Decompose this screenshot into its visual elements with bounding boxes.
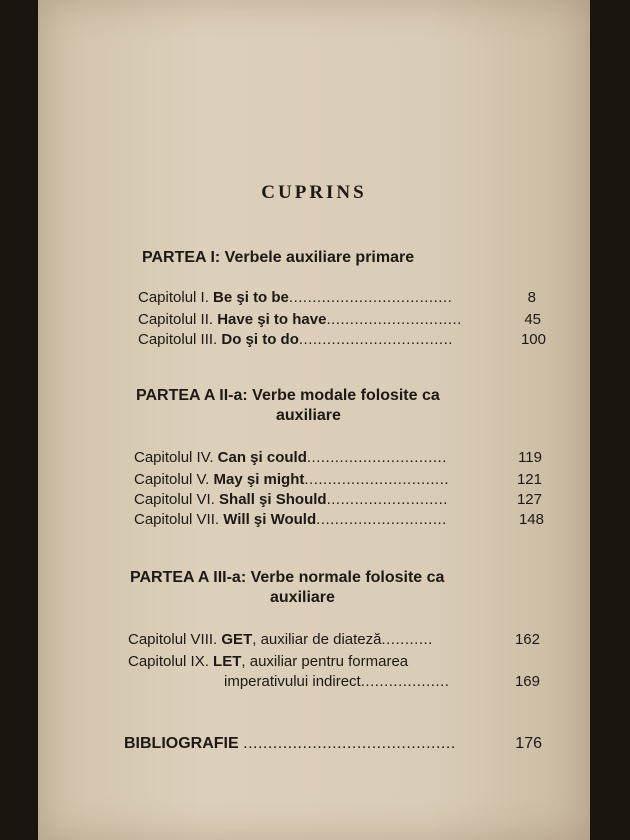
chapter-prefix: Capitolul III. bbox=[138, 331, 222, 348]
page-number: 169 bbox=[514, 673, 540, 690]
part-3-heading-line2: auxiliare bbox=[270, 589, 335, 606]
toc-entry bbox=[128, 652, 408, 672]
chapter-title: LET bbox=[213, 653, 242, 670]
leader-dots: .............................. bbox=[306, 449, 447, 466]
chapter-prefix: Capitolul VII. bbox=[134, 511, 224, 528]
toc-entry bbox=[134, 490, 448, 510]
leader-dots: ........... bbox=[381, 631, 433, 648]
leader-dots: ............................ bbox=[316, 511, 447, 528]
toc-entry bbox=[134, 510, 447, 530]
page-number: 127 bbox=[516, 491, 542, 508]
chapter-title: Be şi to be bbox=[213, 289, 289, 306]
toc-entry bbox=[138, 310, 462, 330]
page-title: CUPRINS bbox=[261, 182, 367, 203]
chapter-suffix-line2: imperativului indirect bbox=[224, 673, 361, 690]
chapter-prefix: Capitolul VIII. bbox=[128, 631, 222, 648]
chapter-title: Will şi Would bbox=[223, 511, 317, 528]
page-number: 121 bbox=[516, 471, 542, 488]
page-number: 8 bbox=[527, 289, 536, 306]
chapter-prefix: Capitolul IV. bbox=[134, 449, 218, 466]
leader-dots: ............................. bbox=[326, 311, 462, 328]
toc-entry bbox=[138, 330, 453, 350]
chapter-prefix: Capitolul IX. bbox=[128, 653, 214, 670]
chapter-title: Do şi to do bbox=[221, 331, 299, 348]
leader-dots: ............................... bbox=[304, 471, 450, 488]
chapter-title: Shall şi Should bbox=[219, 491, 327, 508]
toc-entry bbox=[134, 448, 447, 468]
chapter-prefix: Capitolul V. bbox=[134, 471, 214, 488]
bibliography-entry bbox=[124, 734, 456, 754]
page-number: 176 bbox=[515, 735, 542, 752]
page-number: 45 bbox=[524, 311, 541, 328]
part-1-heading: PARTEA I: Verbele auxiliare primare bbox=[142, 249, 415, 266]
chapter-title: May şi might bbox=[213, 471, 305, 488]
page-number: 119 bbox=[518, 449, 542, 466]
toc-entry-continuation bbox=[224, 672, 449, 692]
leader-dots: ................................... bbox=[288, 289, 453, 306]
part-3-heading-line1: PARTEA A III-a: Verbe normale folosite ca bbox=[130, 569, 445, 586]
part-2-heading-line1: PARTEA A II-a: Verbe modale folosite ca bbox=[136, 387, 440, 404]
leader-dots: ................... bbox=[360, 673, 450, 690]
leader-dots: ........................................... bbox=[243, 735, 456, 752]
toc-entry bbox=[138, 288, 452, 308]
chapter-prefix: Capitolul I. bbox=[138, 289, 214, 306]
toc-entry bbox=[128, 630, 433, 650]
book-page bbox=[38, 0, 590, 840]
chapter-prefix: Capitolul VI. bbox=[134, 491, 220, 508]
leader-dots: .......................... bbox=[326, 491, 448, 508]
bibliography-label: BIBLIOGRAFIE bbox=[124, 735, 239, 752]
chapter-suffix: , auxiliar pentru formarea bbox=[241, 653, 409, 670]
chapter-prefix: Capitolul II. bbox=[138, 311, 218, 328]
toc-entry bbox=[134, 470, 449, 490]
page-number: 162 bbox=[514, 631, 540, 648]
chapter-suffix: , auxiliar de diateză bbox=[252, 631, 382, 648]
part-2-heading-line2: auxiliare bbox=[276, 407, 341, 424]
page-number: 100 bbox=[520, 331, 546, 348]
chapter-title: Have şi to have bbox=[217, 311, 327, 328]
chapter-title: GET bbox=[221, 631, 253, 648]
leader-dots: ................................. bbox=[298, 331, 453, 348]
chapter-title: Can şi could bbox=[217, 449, 307, 466]
page-number: 148 bbox=[518, 511, 544, 528]
